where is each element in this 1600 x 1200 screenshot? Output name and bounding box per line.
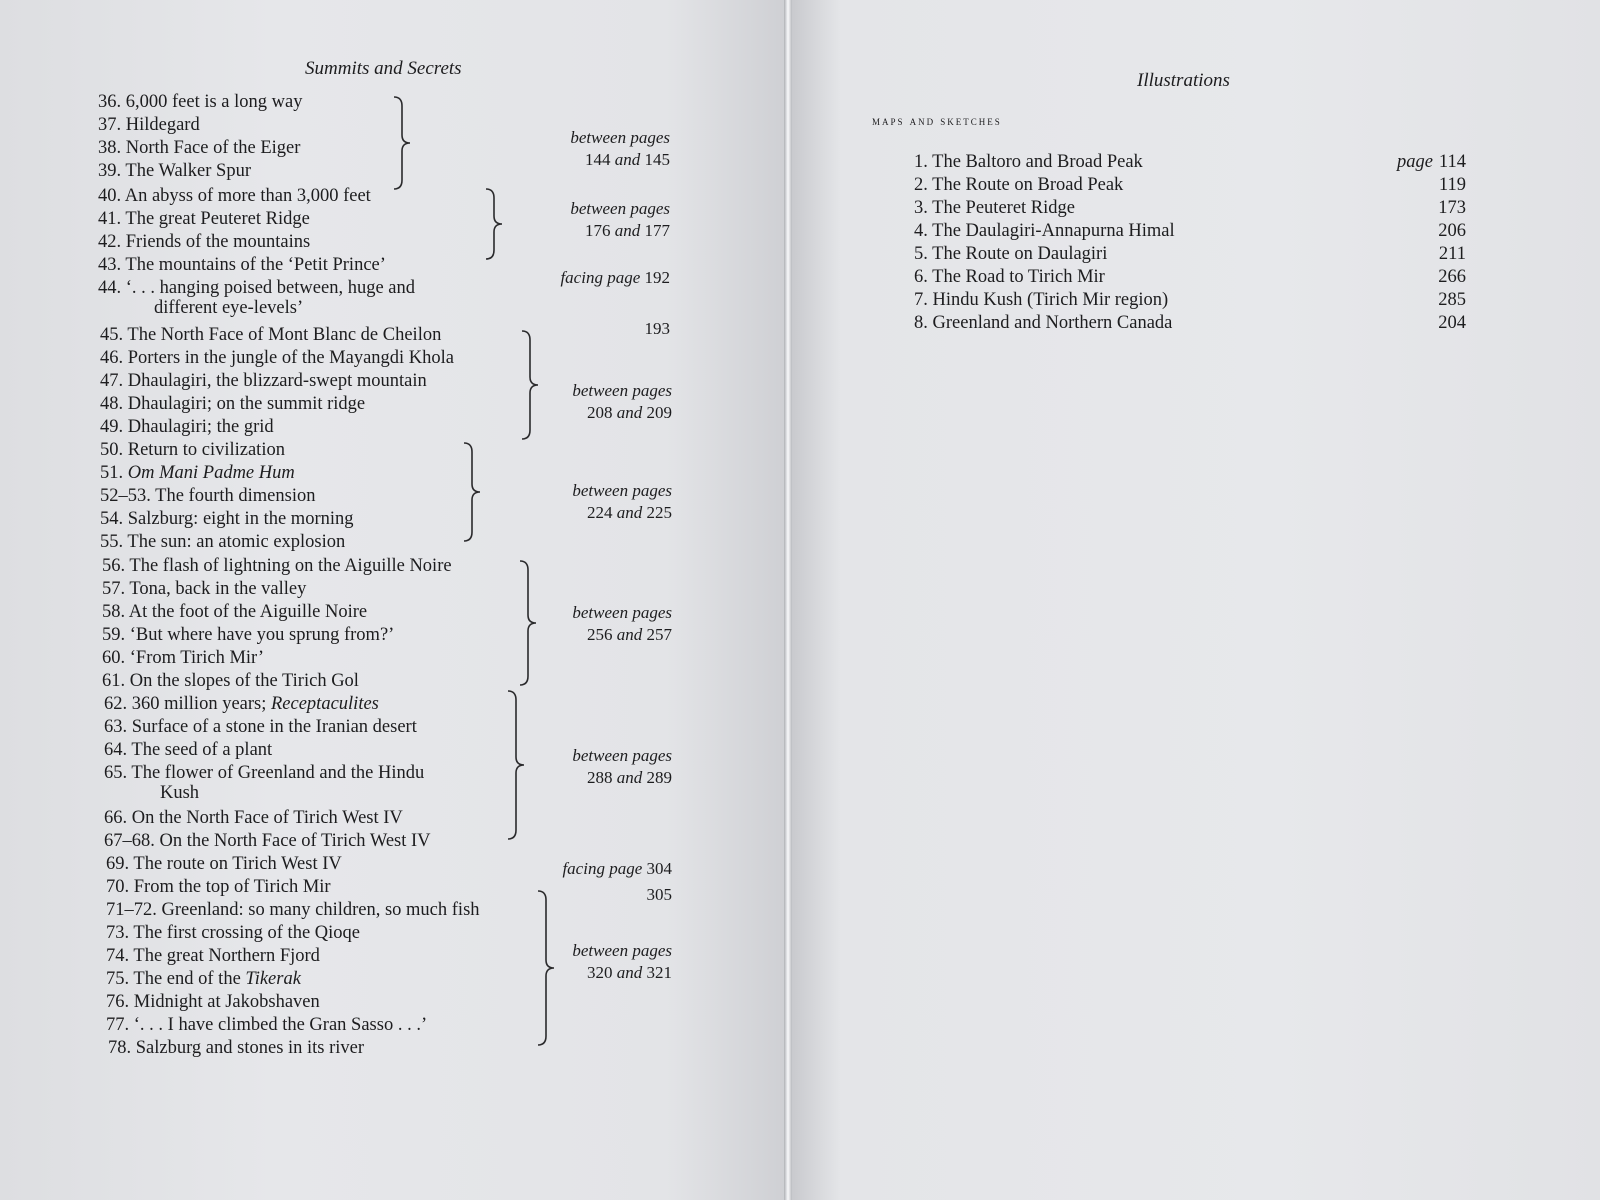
map-page-number: 285: [1438, 290, 1466, 310]
entry-number: 59.: [102, 625, 126, 645]
map-page-number: 266: [1438, 267, 1466, 287]
reference-pages: 320 and 321: [587, 963, 672, 982]
map-entry: [914, 174, 1466, 196]
map-title: The Peuteret Ridge: [932, 198, 1075, 218]
reference-pages: 208 and 209: [587, 403, 672, 422]
map-page-number: 119: [1438, 175, 1466, 195]
illustration-entry: [102, 556, 452, 576]
entry-number: 45.: [100, 325, 124, 345]
page-reference: [522, 940, 672, 984]
illustration-entry: [106, 900, 480, 920]
map-title: Greenland and Northern Canada: [932, 313, 1173, 333]
illustration-entry: [100, 463, 295, 483]
illustration-entry: [106, 969, 301, 989]
illustration-entry: [104, 831, 431, 851]
reference-pages: 144 and 145: [585, 150, 670, 169]
illustration-entry: [100, 532, 345, 552]
illustration-entry: [98, 115, 200, 135]
entry-title: North Face of the Eiger: [125, 138, 301, 158]
entry-number: 62.: [104, 694, 128, 714]
map-page-number: 173: [1438, 198, 1466, 218]
entry-number: 73.: [106, 923, 130, 943]
entry-title: The first crossing of the Qioqe: [133, 923, 360, 943]
entry-number: 58.: [102, 602, 126, 622]
entry-title: The route on Tirich West IV: [133, 854, 342, 874]
illustration-entry: [100, 440, 285, 460]
entry-number: 42.: [98, 232, 122, 252]
entry-number: 70.: [106, 877, 130, 897]
entry-number: 65.: [104, 763, 128, 783]
illustration-entry: [100, 325, 441, 345]
illustration-entry: [98, 161, 251, 181]
illustration-entry: [100, 417, 274, 437]
entry-title: Porters in the jungle of the Mayangdi Khola: [127, 348, 455, 368]
entry-title: Dhaulagiri; on the summit ridge: [127, 394, 366, 414]
illustration-entry: [100, 509, 354, 529]
entry-number: 76.: [106, 992, 130, 1012]
map-number: 1.: [914, 152, 928, 172]
illustration-entry: [102, 625, 394, 645]
entry-title: The great Peuteret Ridge: [125, 209, 310, 229]
map-page-number: 204: [1438, 313, 1466, 333]
entry-title: Surface of a stone in the Iranian desert: [131, 717, 417, 737]
entry-number: 37.: [98, 115, 122, 135]
entry-number: 69.: [106, 854, 130, 874]
reference-label: between pages: [570, 128, 670, 147]
map-number: 3.: [914, 198, 928, 218]
entry-number: 61.: [102, 671, 126, 691]
illustration-entry: [106, 854, 342, 874]
entry-title: The end of the: [133, 969, 241, 989]
reference-pages: 305: [646, 885, 672, 904]
reference-pages: 288 and 289: [587, 768, 672, 787]
entry-title: Salzburg: eight in the morning: [127, 509, 354, 529]
entry-title: The great Northern Fjord: [133, 946, 320, 966]
entry-title: ‘But where have you sprung from?’: [129, 625, 395, 645]
page-reference: [520, 127, 670, 171]
entry-title: Dhaulagiri; the grid: [127, 417, 274, 437]
entry-title: ‘. . . I have climbed the Gran Sasso . . .’: [133, 1015, 428, 1035]
map-entry: [914, 243, 1466, 265]
reference-label: between pages: [572, 746, 672, 765]
illustration-entry: [104, 740, 272, 760]
entry-title: Greenland: so many children, so much fish: [161, 900, 480, 920]
illustration-entry: [100, 394, 365, 414]
book-gutter: [784, 0, 792, 1200]
entry-number: 77.: [106, 1015, 130, 1035]
reference-label: between pages: [570, 199, 670, 218]
map-page-number: 211: [1438, 244, 1466, 264]
illustration-entry: [106, 992, 320, 1012]
map-number: 5.: [914, 244, 928, 264]
entry-number: 48.: [100, 394, 124, 414]
reference-label: facing page: [562, 859, 643, 878]
reference-label: between pages: [572, 941, 672, 960]
entry-title: On the slopes of the Tirich Gol: [129, 671, 359, 691]
page-reference: [522, 602, 672, 646]
illustration-entry: [106, 946, 320, 966]
reference-pages: 193: [644, 319, 670, 338]
map-title: The Road to Tirich Mir: [932, 267, 1105, 287]
entry-title: The seed of a plant: [131, 740, 273, 760]
left-page: [0, 0, 784, 1200]
illustration-entry: [102, 602, 367, 622]
entry-title: The mountains of the ‘Petit Prince’: [125, 255, 386, 275]
illustration-entry: [104, 694, 379, 714]
map-title: The Daulagiri-Annapurna Himal: [932, 221, 1175, 241]
illustration-entry: [106, 877, 331, 897]
entry-title: Return to civilization: [127, 440, 285, 460]
map-number: 4.: [914, 221, 928, 241]
illustration-entry: [102, 648, 264, 668]
entry-number: 63.: [104, 717, 128, 737]
illustration-entry: [98, 186, 371, 206]
entry-title: ‘. . . hanging poised between, huge and: [125, 278, 415, 298]
page-reference: [520, 198, 670, 242]
reference-pages: 304: [646, 859, 672, 878]
entry-number: 74.: [106, 946, 130, 966]
illustration-entry: [98, 92, 303, 112]
map-entry: [914, 289, 1466, 311]
entry-title: The sun: an atomic explosion: [127, 532, 346, 552]
entry-number: 36.: [98, 92, 122, 112]
grouping-brace: [392, 96, 414, 190]
illustration-entry: [104, 763, 424, 803]
map-page-number: 114: [1438, 152, 1466, 172]
entry-title: 360 million years;: [131, 694, 267, 714]
map-title: Hindu Kush (Tirich Mir region): [932, 290, 1169, 310]
page-reference: [522, 480, 672, 524]
entry-title-continuation: different eye-levels’: [154, 298, 304, 318]
reference-pages: 176 and 177: [585, 221, 670, 240]
map-number: 6.: [914, 267, 928, 287]
illustration-entry: [106, 1015, 427, 1035]
map-entry: [914, 197, 1466, 219]
entry-number: 39.: [98, 161, 122, 181]
entry-title-continuation: Kush: [160, 783, 200, 803]
entry-number: 60.: [102, 648, 126, 668]
entry-title: On the North Face of Tirich West IV: [159, 831, 431, 851]
entry-title: From the top of Tirich Mir: [133, 877, 331, 897]
entry-number: 44.: [98, 278, 122, 298]
entry-number: 47.: [100, 371, 124, 391]
page-reference: [522, 745, 672, 789]
page-reference: [522, 858, 672, 880]
illustration-entry: [104, 717, 417, 737]
entry-number: 78.: [108, 1038, 132, 1058]
entry-title: Dhaulagiri, the blizzard-swept mountain: [127, 371, 427, 391]
illustration-entry: [100, 486, 315, 506]
entry-number: 71–72.: [106, 900, 157, 920]
grouping-brace: [484, 188, 506, 260]
entry-number: 43.: [98, 255, 122, 275]
illustration-entry: [102, 671, 359, 691]
section-heading: maps and sketches: [872, 114, 1002, 128]
entry-title: On the North Face of Tirich West IV: [131, 808, 403, 828]
entry-title: The North Face of Mont Blanc de Cheilon: [127, 325, 442, 345]
entry-title-italic: Tikerak: [245, 969, 301, 989]
reference-label: between pages: [572, 481, 672, 500]
map-title: The Route on Daulagiri: [932, 244, 1108, 264]
entry-title: The Walker Spur: [125, 161, 252, 181]
map-number: 7.: [914, 290, 928, 310]
page-reference: [522, 380, 672, 424]
entry-number: 41.: [98, 209, 122, 229]
entry-title: Salzburg and stones in its river: [135, 1038, 365, 1058]
reference-pages: 256 and 257: [587, 625, 672, 644]
entry-title: The flower of Greenland and the Hindu: [131, 763, 425, 783]
reference-pages: 192: [644, 268, 670, 287]
illustration-entry: [108, 1038, 364, 1058]
entry-title: 6,000 feet is a long way: [125, 92, 303, 112]
entry-number: 49.: [100, 417, 124, 437]
entry-title: ‘From Tirich Mir’: [129, 648, 265, 668]
illustration-entry: [102, 579, 306, 599]
illustration-entry: [98, 232, 310, 252]
map-entry: [914, 266, 1466, 288]
illustration-entry: [98, 255, 386, 275]
running-head: Summits and Secrets: [305, 58, 462, 79]
reference-label: between pages: [572, 381, 672, 400]
entry-title: Tona, back in the valley: [129, 579, 307, 599]
map-title: The Baltoro and Broad Peak: [932, 152, 1143, 172]
map-title: The Route on Broad Peak: [932, 175, 1124, 195]
entry-number: 51.: [100, 463, 124, 483]
entry-title: An abyss of more than 3,000 feet: [124, 186, 371, 206]
illustration-entry: [98, 138, 300, 158]
illustration-entry: [106, 923, 360, 943]
illustration-entry: [100, 348, 454, 368]
entry-title-italic: Om Mani Padme Hum: [127, 463, 295, 483]
map-entry: [914, 151, 1466, 173]
entry-number: 54.: [100, 509, 124, 529]
page-label: page: [1396, 152, 1433, 172]
entry-number: 50.: [100, 440, 124, 460]
entry-number: 38.: [98, 138, 122, 158]
reference-label: between pages: [572, 603, 672, 622]
entry-title: The flash of lightning on the Aiguille Noire: [129, 556, 452, 576]
entry-number: 67–68.: [104, 831, 155, 851]
grouping-brace: [462, 442, 484, 542]
reference-pages: 224 and 225: [587, 503, 672, 522]
entry-number: 40.: [98, 186, 122, 206]
illustration-entry: [100, 371, 427, 391]
entry-number: 52–53.: [100, 486, 151, 506]
illustration-entry: [98, 209, 310, 229]
entry-title: Hildegard: [125, 115, 200, 135]
entry-title: At the foot of the Aiguille Noire: [128, 602, 368, 622]
page-reference: [522, 884, 672, 906]
page-reference: [520, 267, 670, 289]
entry-number: 46.: [100, 348, 124, 368]
entry-title-italic: Receptaculites: [271, 694, 379, 714]
map-entry: [914, 220, 1466, 242]
entry-title: The fourth dimension: [155, 486, 316, 506]
illustration-entry: [104, 808, 403, 828]
page-reference: [520, 318, 670, 340]
illustration-entry: [98, 278, 415, 318]
map-number: 2.: [914, 175, 928, 195]
reference-label: facing page: [560, 268, 641, 287]
entry-number: 55.: [100, 532, 124, 552]
entry-number: 56.: [102, 556, 126, 576]
entry-title: Friends of the mountains: [125, 232, 311, 252]
entry-title: Midnight at Jakobshaven: [133, 992, 320, 1012]
entry-number: 57.: [102, 579, 126, 599]
map-number: 8.: [914, 313, 928, 333]
running-head: Illustrations: [1137, 70, 1230, 91]
entry-number: 66.: [104, 808, 128, 828]
entry-number: 75.: [106, 969, 130, 989]
map-entry: [914, 312, 1466, 334]
map-page-number: 206: [1438, 221, 1466, 241]
entry-number: 64.: [104, 740, 128, 760]
